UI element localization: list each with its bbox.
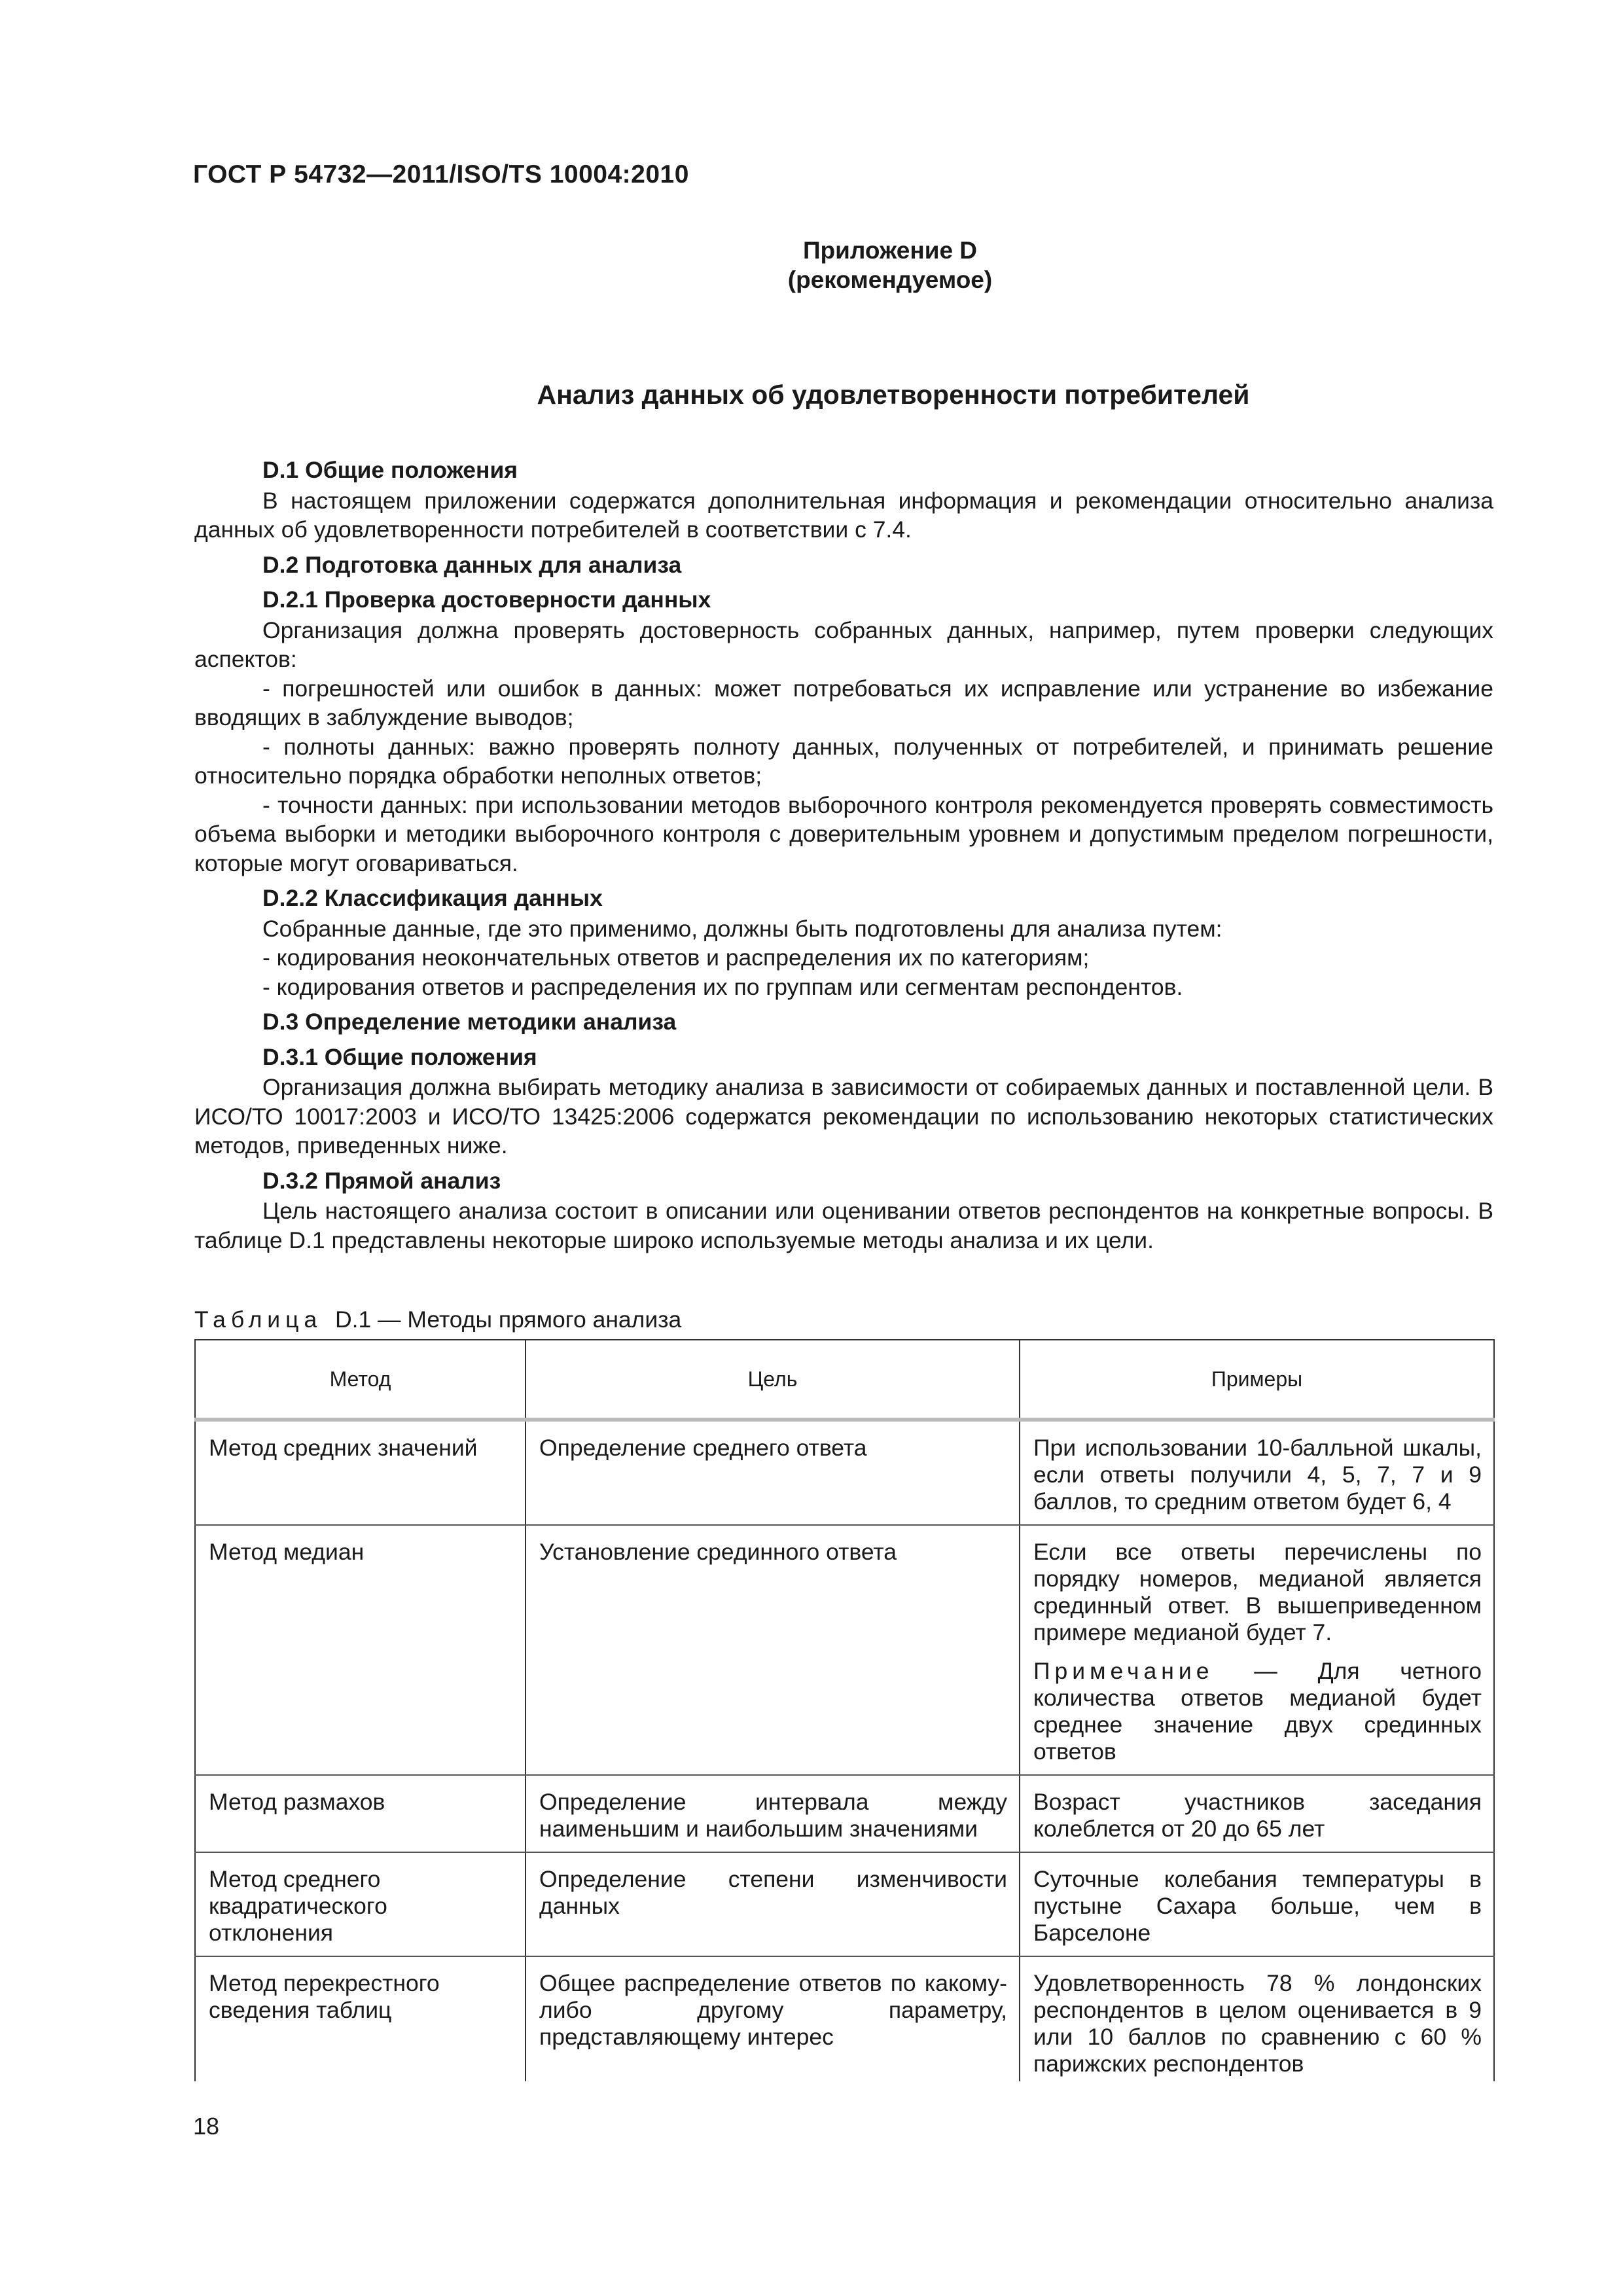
paragraph: Организация должна выбирать методику анализа в зависимости от собираемых данных и поставленной цели. В ИСО/ТО 10017:2003 и ИСО/ТО 13425:2006 содержатся рекомендации по использованию некоторых статистических методов, приведенных ниже. (194, 1074, 1493, 1158)
annex-label: Приложение D (802, 237, 978, 264)
cell-goal: Определение среднего ответа (526, 1420, 1020, 1525)
note-text: — Для четного количества ответов медианой будет среднее значение двух срединных ответов (1033, 1658, 1482, 1765)
example-text: Удовлетворенность 78 % лондонских респондентов в целом оценивается в 9 или 10 баллов по сравнению с 60 % парижских респондентов (1033, 1970, 1482, 2077)
paragraph: В настоящем приложении содержатся дополнительная информация и рекомендации относительно анализа данных об удовлетворенности потребителей в соответствии с 7.4. (194, 487, 1493, 543)
cell-method: Метод перекрестного сведения таблиц (195, 1956, 526, 2081)
table-caption-word: Таблица (194, 1306, 323, 1333)
paragraph: - кодирования неокончательных ответов и распределения их по категориям; (262, 944, 1090, 971)
paragraph: Организация должна проверять достоверность собранных данных, например, путем проверки следующих аспектов: (194, 617, 1493, 672)
paragraph: Цель настоящего анализа состоит в описании или оценивании ответов респондентов на конкретные вопросы. В таблице D.1 представлены некоторые широко используемые методы анализа и их цели. (194, 1198, 1493, 1253)
cell-goal: Определение интервала между наименьшим и наибольшим значениями (526, 1775, 1020, 1852)
cell-goal: Установление срединного ответа (526, 1525, 1020, 1775)
cell-method: Метод медиан (195, 1525, 526, 1775)
cell-goal: Общее распределение ответов по какому-либо другому параметру, представляющему интерес (526, 1956, 1020, 2081)
annex-status: (рекомендуемое) (787, 266, 993, 293)
table-header-row (195, 1340, 1494, 1420)
note-label: Примечание (1033, 1658, 1214, 1684)
column-header-method: Метод (195, 1340, 526, 1420)
section-heading: D.3.2 Прямой анализ (262, 1167, 501, 1194)
cell-example (1020, 1525, 1494, 1775)
section-heading: D.3.1 Общие положения (262, 1043, 537, 1070)
column-header-examples: Примеры (1020, 1340, 1494, 1420)
table-row (195, 1525, 1494, 1775)
example-text: Суточные колебания температуры в пустыне Сахара больше, чем в Барселоне (1033, 1866, 1482, 1946)
page-number: 18 (193, 2113, 220, 2140)
section-heading: D.3 Определение методики анализа (262, 1009, 677, 1035)
column-header-goal: Цель (526, 1340, 1020, 1420)
paragraph: - полноты данных: важно проверять полноту данных, полученных от потребителей, и принимать решение относительно порядка обработки неполных ответов; (194, 733, 1493, 789)
cell-example (1020, 1956, 1494, 2081)
document-header: ГОСТ Р 54732—2011/ISO/TS 10004:2010 (193, 160, 689, 188)
section-heading: D.2.2 Классификация данных (262, 885, 603, 911)
annex-heading-text: Анализ данных об удовлетворенности потребителей (537, 380, 1250, 410)
cell-example (1020, 1852, 1494, 1956)
section-heading: D.2.1 Проверка достоверности данных (262, 586, 711, 613)
table-caption-text: D.1 — Методы прямого анализа (334, 1306, 682, 1333)
paragraph: Собранные данные, где это применимо, должны быть подготовлены для анализа путем: (262, 915, 1222, 942)
section-heading: D.2 Подготовка данных для анализа (262, 551, 682, 578)
section-heading: D.1 Общие положения (262, 457, 518, 483)
cell-method: Метод размахов (195, 1775, 526, 1852)
paragraph: - точности данных: при использовании методов выборочного контроля рекомендуется проверять совместимость объема выборки и методики выборочного контроля с доверительным уровнем и допустимым пределом погрешности, которые могут оговариваться. (194, 791, 1493, 876)
cell-example (1020, 1775, 1494, 1852)
example-text: Возраст участников заседания колеблется от 20 до 65 лет (1033, 1789, 1482, 1842)
table-row (195, 1956, 1494, 2081)
cell-method: Метод средних значений (195, 1420, 526, 1525)
table-body (195, 1420, 1494, 2081)
methods-table (194, 1339, 1495, 2081)
annex-heading (0, 380, 1623, 410)
annex-title-block (0, 236, 1623, 295)
table-row (195, 1775, 1494, 1852)
table-caption (194, 1306, 681, 1333)
cell-goal: Определение степени изменчивости данных (526, 1852, 1020, 1956)
cell-example (1020, 1420, 1494, 1525)
table-note (1033, 1658, 1482, 1765)
body-text (194, 450, 1493, 1255)
table-row (195, 1420, 1494, 1525)
cell-method: Метод среднего квадратического отклонения (195, 1852, 526, 1956)
paragraph: - погрешностей или ошибок в данных: может потребоваться их исправление или устранение во избежание вводящих в заблуждение выводов; (194, 675, 1493, 730)
table-row (195, 1852, 1494, 1956)
paragraph: - кодирования ответов и распределения их по группам или сегментам респондентов. (262, 973, 1183, 1000)
example-text: Если все ответы перечислены по порядку номеров, медианой является срединный ответ. В вышеприведенном примере медианой будет 7. (1033, 1539, 1482, 1645)
example-text: При использовании 10-балльной шкалы, если ответы получили 4, 5, 7, 7 и 9 баллов, то средним ответом будет 6, 4 (1033, 1435, 1482, 1515)
